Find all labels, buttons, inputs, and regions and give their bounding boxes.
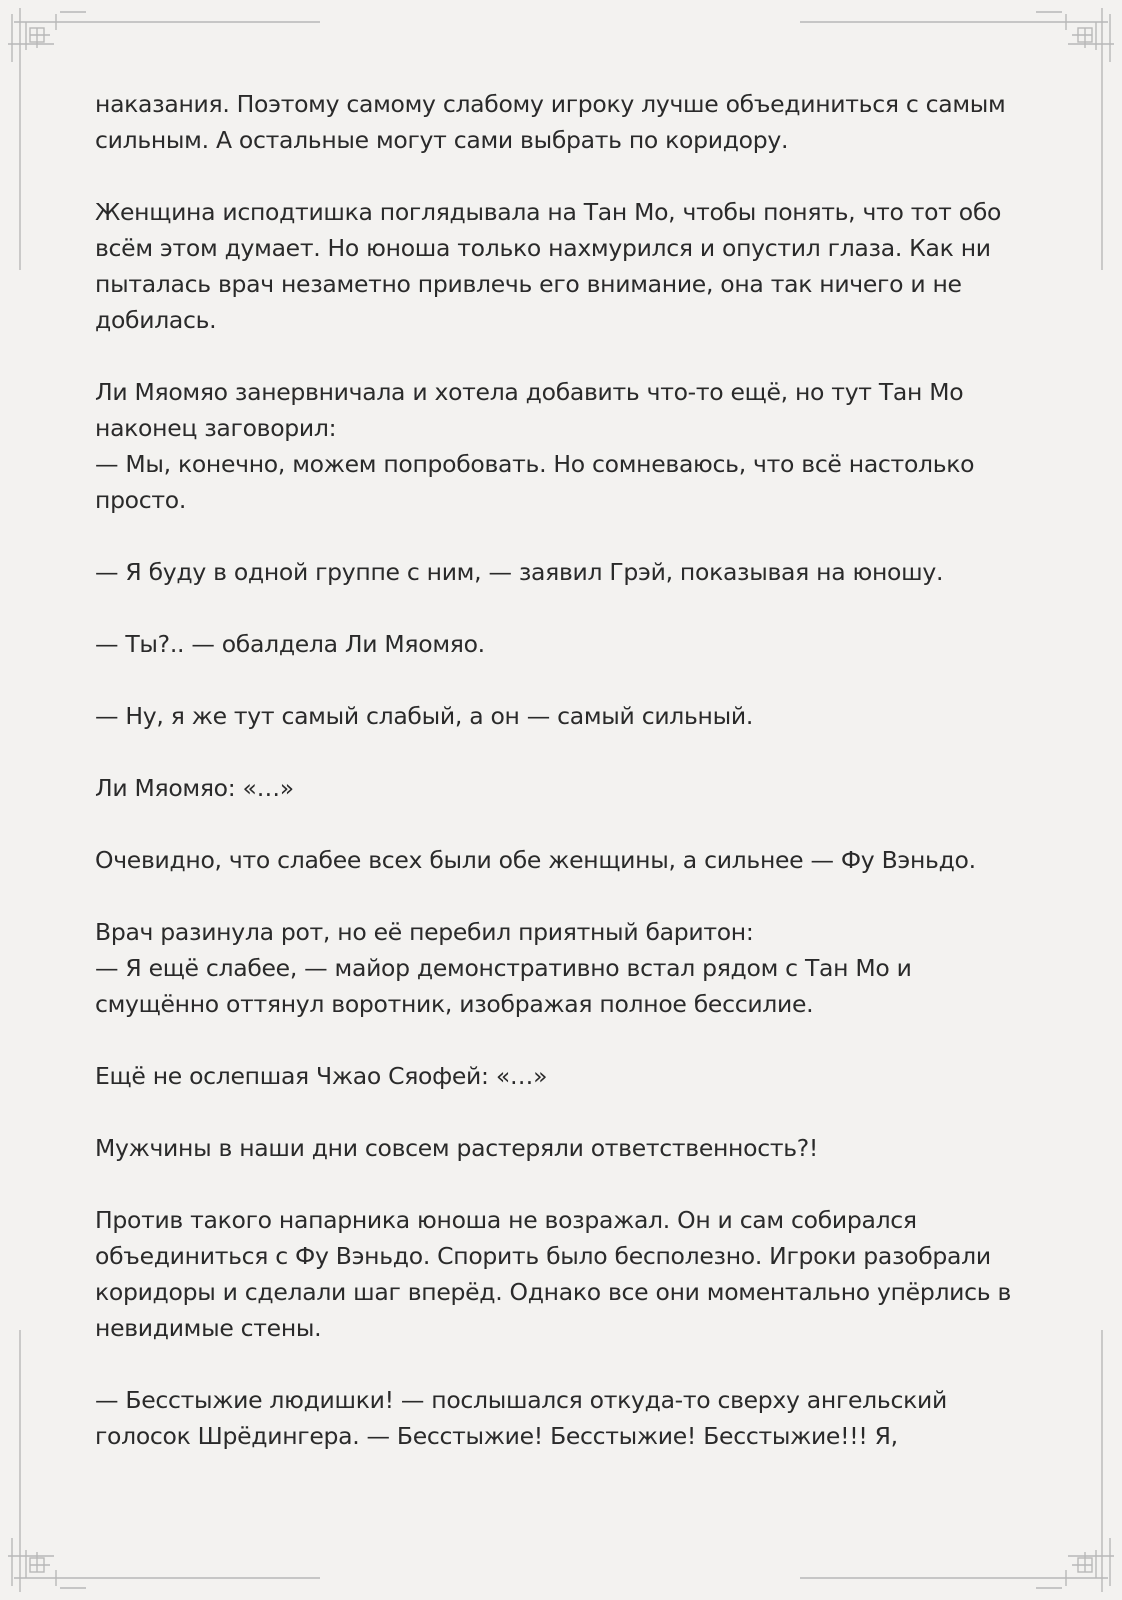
text-line: Женщина исподтишка поглядывала на Тан Мо, чтобы понять, что тот обо <box>95 198 1002 226</box>
paragraph <box>95 554 1035 590</box>
text-line: просто. <box>95 486 187 514</box>
text-line: Ещё не ослепшая Чжао Сяофей: «…» <box>95 1062 548 1090</box>
text-line: голосок Шрёдингера. — Бесстыжие! Бесстыжие! Бесстыжие!!! Я, <box>95 1422 898 1450</box>
text-line: Ли Мяомяо занервничала и хотела добавить что-то ещё, но тут Тан Мо <box>95 378 964 406</box>
text-line: — Я буду в одной группе с ним, — заявил Грэй, показывая на юношу. <box>95 558 944 586</box>
text-line: Ли Мяомяо: «…» <box>95 774 294 802</box>
paragraph <box>95 770 1035 806</box>
text-line: коридоры и сделали шаг вперёд. Однако все они моментально упёрлись в <box>95 1278 1012 1306</box>
text-line: Очевидно, что слабее всех были обе женщины, а сильнее — Фу Вэньдо. <box>95 846 976 874</box>
text-line: невидимые стены. <box>95 1314 322 1342</box>
text-line: — Бесстыжие людишки! — послышался откуда-то сверху ангельский <box>95 1386 947 1414</box>
text-body <box>95 86 1035 1490</box>
text-line: — Мы, конечно, можем попробовать. Но сомневаюсь, что всё настолько <box>95 450 975 478</box>
text-line: смущённо оттянул воротник, изображая полное бессилие. <box>95 990 814 1018</box>
text-line: пыталась врач незаметно привлечь его внимание, она так ничего и не <box>95 270 962 298</box>
paragraph <box>95 842 1035 878</box>
paragraph <box>95 698 1035 734</box>
text-line: — Ты?.. — обалдела Ли Мяомяо. <box>95 630 485 658</box>
text-line: добилась. <box>95 306 217 334</box>
paragraph <box>95 1130 1035 1166</box>
text-line: наконец заговорил: <box>95 414 337 442</box>
text-line: всём этом думает. Но юноша только нахмурился и опустил глаза. Как ни <box>95 234 991 262</box>
text-line: Против такого напарника юноша не возражал. Он и сам собирался <box>95 1206 917 1234</box>
text-line: Врач разинула рот, но её перебил приятный баритон: <box>95 918 754 946</box>
text-line: объединиться с Фу Вэньдо. Спорить было бесполезно. Игроки разобрали <box>95 1242 991 1270</box>
paragraph <box>95 1058 1035 1094</box>
text-line: сильным. А остальные могут сами выбрать по коридору. <box>95 126 789 154</box>
paragraph <box>95 194 1035 338</box>
paragraph <box>95 86 1035 158</box>
text-line: Мужчины в наши дни совсем растеряли ответственность?! <box>95 1134 819 1162</box>
paragraph <box>95 1382 1035 1454</box>
text-line: наказания. Поэтому самому слабому игроку лучше объединиться с самым <box>95 90 1006 118</box>
paragraph <box>95 914 1035 1022</box>
paragraph <box>95 1202 1035 1346</box>
text-line: — Я ещё слабее, — майор демонстративно встал рядом с Тан Мо и <box>95 954 912 982</box>
paragraph <box>95 374 1035 518</box>
text-line: — Ну, я же тут самый слабый, а он — самый сильный. <box>95 702 754 730</box>
paragraph <box>95 626 1035 662</box>
